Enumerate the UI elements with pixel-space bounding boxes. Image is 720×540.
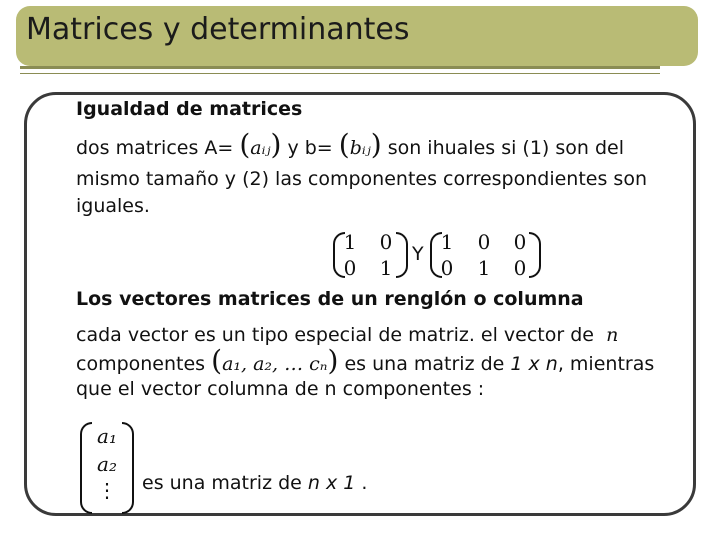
matrix-b-cell: 0 [440, 256, 454, 280]
slide-title: Matrices y determinantes [26, 12, 410, 47]
line1-mid: y b= [281, 137, 333, 159]
matrix-a-cell: 1 [343, 230, 357, 254]
matrix-a-cell: 0 [379, 230, 393, 254]
paren-close-a: ) [270, 128, 282, 161]
section2-line1-text: cada vector es un tipo especial de matriz. el vector de [76, 324, 594, 346]
line2-pre: componentes [76, 353, 206, 375]
col-vector-text [142, 470, 367, 496]
matrix-b-cell: 0 [513, 256, 527, 280]
matrix-a-cell: 1 [379, 256, 393, 280]
section1-heading: Igualdad de matrices [76, 98, 303, 120]
matrix-b-cell: 1 [477, 256, 491, 280]
section1-line1 [76, 128, 625, 161]
col-vector-left-bracket [80, 422, 92, 514]
section2-line1 [76, 322, 618, 348]
title-underline [20, 66, 660, 69]
line1-post: son ihuales si (1) son del [381, 137, 625, 159]
line2-dim: 1 x n [510, 353, 558, 375]
col-vector-entry: a₁ [97, 424, 117, 448]
b-ij: bᵢⱼ [349, 137, 371, 159]
section1-line3: iguales. [76, 195, 150, 217]
matrix-a-cell: 0 [343, 256, 357, 280]
paren-close-b: ) [370, 128, 382, 161]
line2-mid: es una matriz de [338, 353, 511, 375]
matrix-b-right-bracket [529, 232, 541, 278]
row-vector: a₁, a₂, … cₙ [222, 353, 328, 375]
col-text-post: . [355, 472, 368, 494]
paren-open-a: ( [239, 128, 251, 161]
col-vector-right-bracket [122, 422, 134, 514]
matrix-connector: Y [412, 243, 424, 265]
col-text-dim: n x 1 [307, 472, 356, 494]
section1-line2: mismo tamaño y (2) las componentes correspondientes son [76, 168, 647, 190]
section2-line3: que el vector columna de n componentes : [76, 378, 485, 400]
matrix-b-cell: 0 [477, 230, 491, 254]
col-text-pre: es una matriz de [142, 472, 308, 494]
section2-heading: Los vectores matrices de un renglón o columna [76, 288, 584, 310]
matrix-b-cell: 1 [440, 230, 454, 254]
section2-n: n [606, 324, 619, 346]
col-vector-entry: ⋮ [97, 478, 117, 502]
col-vector-entry: a₂ [97, 452, 117, 476]
title-underline-thin [20, 73, 660, 74]
paren-open-b: ( [338, 128, 350, 161]
a-ij: aᵢⱼ [250, 137, 271, 159]
row-vector-open: ( [211, 344, 223, 377]
line2-post: , mientras [557, 353, 655, 375]
line1-pre: dos matrices A= [76, 137, 234, 159]
matrix-b-cell: 0 [513, 230, 527, 254]
section2-line2 [76, 344, 655, 377]
row-vector-close: ) [327, 344, 339, 377]
matrix-a-right-bracket [396, 232, 408, 278]
